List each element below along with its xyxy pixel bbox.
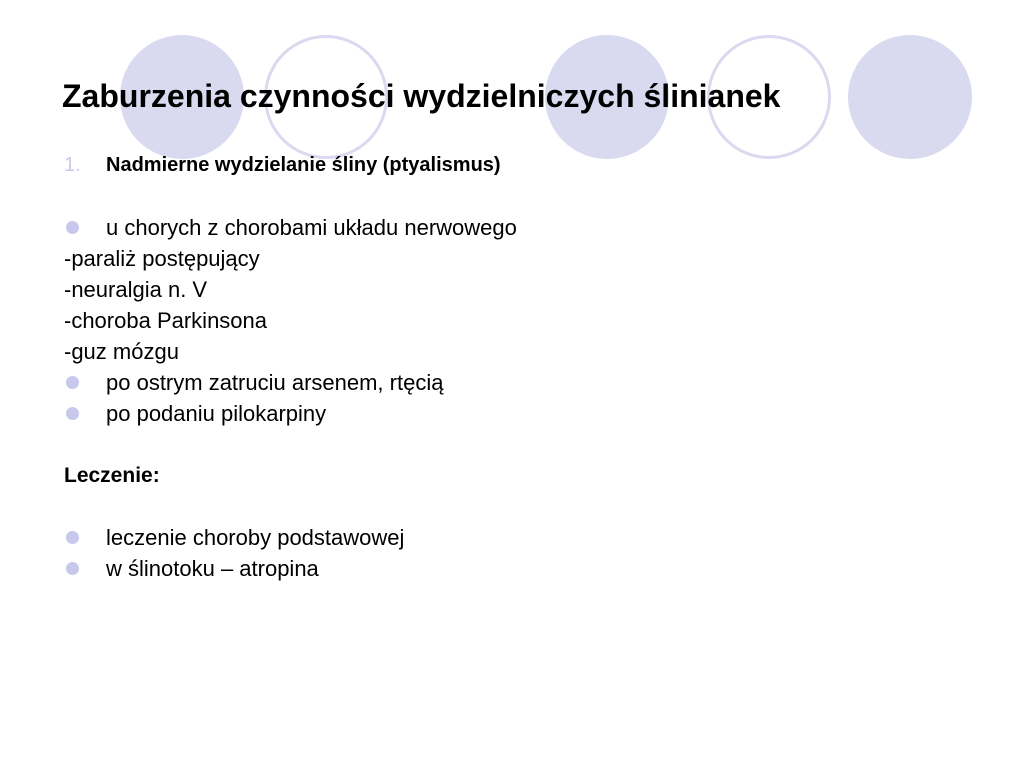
treatment-heading: Leczenie: [64,464,160,487]
spacer [64,491,964,522]
spacer [64,429,964,460]
list-number: 1. [64,154,81,176]
bullet-item [64,398,964,429]
bullet-text: u chorych z chorobami układu nerwowego [106,215,517,240]
bullet-text: w ślinotoku – atropina [106,556,319,581]
section-heading: Nadmierne wydzielanie śliny (ptyalismus) [106,154,501,176]
sub-item [64,336,964,367]
sub-item-text: -choroba Parkinsona [64,308,268,333]
slide-content [64,150,964,584]
numbered-item-1 [64,150,964,181]
sub-item-text: -neuralgia n. V [64,277,208,302]
bullet-dot-icon [66,407,79,420]
bullet-item [64,367,964,398]
sub-item-text: -paraliż postępujący [64,246,260,271]
bullet-dot-icon [66,531,79,544]
sub-item [64,243,964,274]
spacer [64,181,964,212]
sub-item-text: -guz mózgu [64,339,179,364]
bullet-item [64,212,964,243]
bullet-text: po ostrym zatruciu arsenem, rtęcią [106,370,444,395]
bullet-dot-icon [66,562,79,575]
treatment-heading-line [64,460,964,491]
bullet-text: po podaniu pilokarpiny [106,401,327,426]
decorative-circle-3 [848,35,972,159]
bullet-item [64,553,964,584]
bullet-dot-icon [66,376,79,389]
slide-title: Zaburzenia czynności wydzielniczych ślinianek [62,78,781,114]
sub-item [64,274,964,305]
bullet-text: leczenie choroby podstawowej [106,525,405,550]
sub-item [64,305,964,336]
bullet-item [64,522,964,553]
bullet-dot-icon [66,221,79,234]
